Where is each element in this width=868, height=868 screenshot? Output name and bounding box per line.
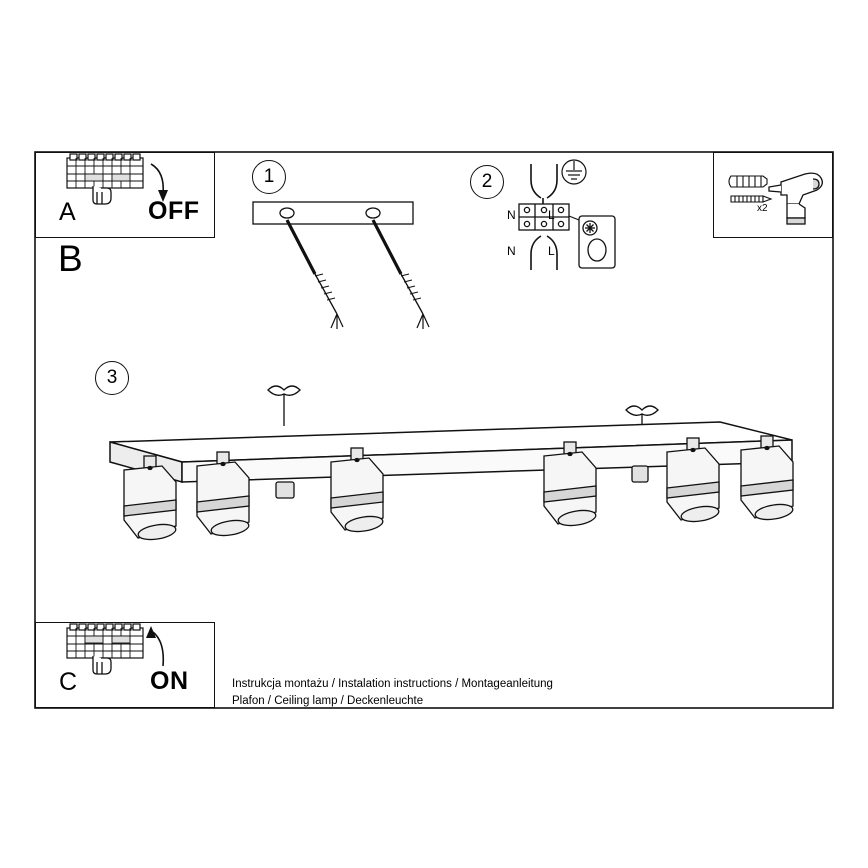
step-3-fixture-illustration	[80, 378, 820, 578]
terminal-label-n-bottom: N	[507, 244, 516, 258]
step-3-number: 3	[95, 361, 129, 395]
terminal-label-l-bottom: L	[548, 244, 555, 258]
panel-c-state: ON	[150, 667, 189, 695]
step-2-number: 2	[470, 165, 504, 199]
caption-line-2: Plafon / Ceiling lamp / Deckenleuchte	[232, 695, 424, 707]
caption-line-1: Instrukcja montażu / Instalation instructions / Montageanleitung	[232, 678, 553, 690]
step-1-illustration	[245, 196, 445, 336]
panel-a-state: OFF	[148, 197, 200, 225]
tools-quantity-label: x2	[757, 203, 768, 214]
terminal-label-n-top: N	[507, 208, 516, 222]
panel-c-label: C	[59, 668, 78, 696]
panel-b-label: B	[58, 238, 83, 279]
tools-illustration	[713, 152, 833, 238]
panel-a-label: A	[59, 198, 76, 226]
step-2-illustration	[495, 158, 625, 308]
step-1-number: 1	[252, 160, 286, 194]
terminal-label-l-top: L	[548, 208, 555, 222]
switch-on-illustration	[55, 622, 215, 708]
